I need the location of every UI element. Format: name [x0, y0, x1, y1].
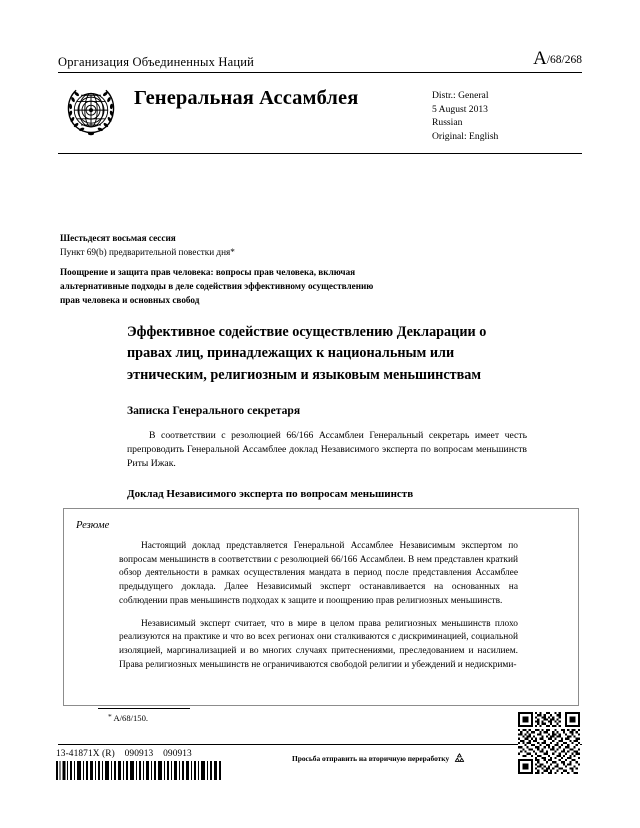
summary-paragraph: Настоящий доклад представляется Генеральной Ассамблее Независимым экспертом по вопросам меньшинств в соответствии с резолюцией 66/166 Ассамблеи. В нем представлен краткий обзор деятельности в рамках осуществления мандата в период после представления Ассамблее предыдущего доклада. Далее Независимый эксперт останавливается на основанных на соблюдении прав меньшинств подходах к защите и поощрению прав религиозных меньшинств.	[119, 541, 518, 606]
original-language: Original: English	[432, 130, 499, 142]
footnote-text	[98, 712, 338, 723]
report-heading: Доклад Независимого эксперта по вопросам меньшинств	[127, 488, 414, 501]
note-paragraph: В соответствии с резолюцией 66/166 Ассамблеи Генеральный секретарь имеет честь препроводить Генеральной Ассамблее доклад Независимого эксперта по вопросам меньшинств Риты Ижак.	[127, 429, 527, 470]
distribution-block	[432, 89, 582, 143]
summary-label: Резюме	[76, 520, 110, 531]
masthead	[58, 48, 582, 154]
session-title: Шестьдесят восьмая сессия	[60, 233, 176, 243]
masthead-top-rule	[58, 72, 582, 73]
note-heading: Записка Генерального секретаря	[127, 403, 301, 417]
summary-body	[119, 540, 518, 672]
agenda-topic: Поощрение и защита прав человека: вопросы прав человека, включая альтернативные подходы в деле содействия эффективному осуществлению прав человека и основных свобод	[60, 266, 374, 305]
recycle-text: Просьба отправить на вторичную переработку	[292, 754, 450, 763]
masthead-bottom-rule	[58, 153, 582, 154]
qr-code-icon	[518, 712, 580, 774]
document-language: Russian	[432, 117, 463, 129]
job-block	[56, 749, 316, 780]
document-symbol-letter: A	[533, 48, 547, 69]
agenda-item: Пункт 69(b) предварительной повестки дня*	[60, 246, 235, 257]
summary-paragraph: Независимый эксперт считает, что в мире в целом права религиозных меньшинств плохо реализуются на практике и что во всех регионах они сталкиваются с дискриминацией, социальной изоляцией, маргинализацией и во многих случаях притеснениями, преследованием и насилием. Права религиозных меньшинств не ограничиваются свободой религии и убеждений и недискрими-	[119, 618, 518, 670]
job-number: 13-41871X (R) 090913 090913	[56, 749, 192, 759]
organ-title: Генеральная Ассамблея	[134, 87, 359, 109]
document-date: 5 August 2013	[432, 103, 488, 115]
recycle-icon	[453, 752, 466, 765]
distribution-type: Distr.: General	[432, 90, 489, 101]
document-symbol-number: /68/268	[546, 54, 582, 66]
barcode-icon	[56, 761, 224, 780]
summary-box	[63, 508, 579, 706]
recycle-note	[292, 752, 466, 765]
footer-rule	[58, 744, 582, 745]
un-emblem-icon	[60, 81, 122, 143]
footnote-reference: A/68/150.	[113, 713, 149, 723]
footnote-marker: *	[108, 712, 112, 721]
footnote	[98, 708, 338, 723]
session-block	[60, 232, 380, 308]
page-title: Эффективное содействие осуществлению Декларации о правах лиц, принадлежащих к национальным или этническим, религиозным и языковым меньшинствам	[127, 324, 487, 383]
organization-row	[58, 48, 582, 72]
organization-name: Организация Объединенных Наций	[58, 55, 255, 69]
document-symbol	[533, 48, 582, 70]
main-content	[127, 322, 527, 500]
footnote-rule	[98, 708, 190, 709]
masthead-body	[58, 79, 582, 143]
